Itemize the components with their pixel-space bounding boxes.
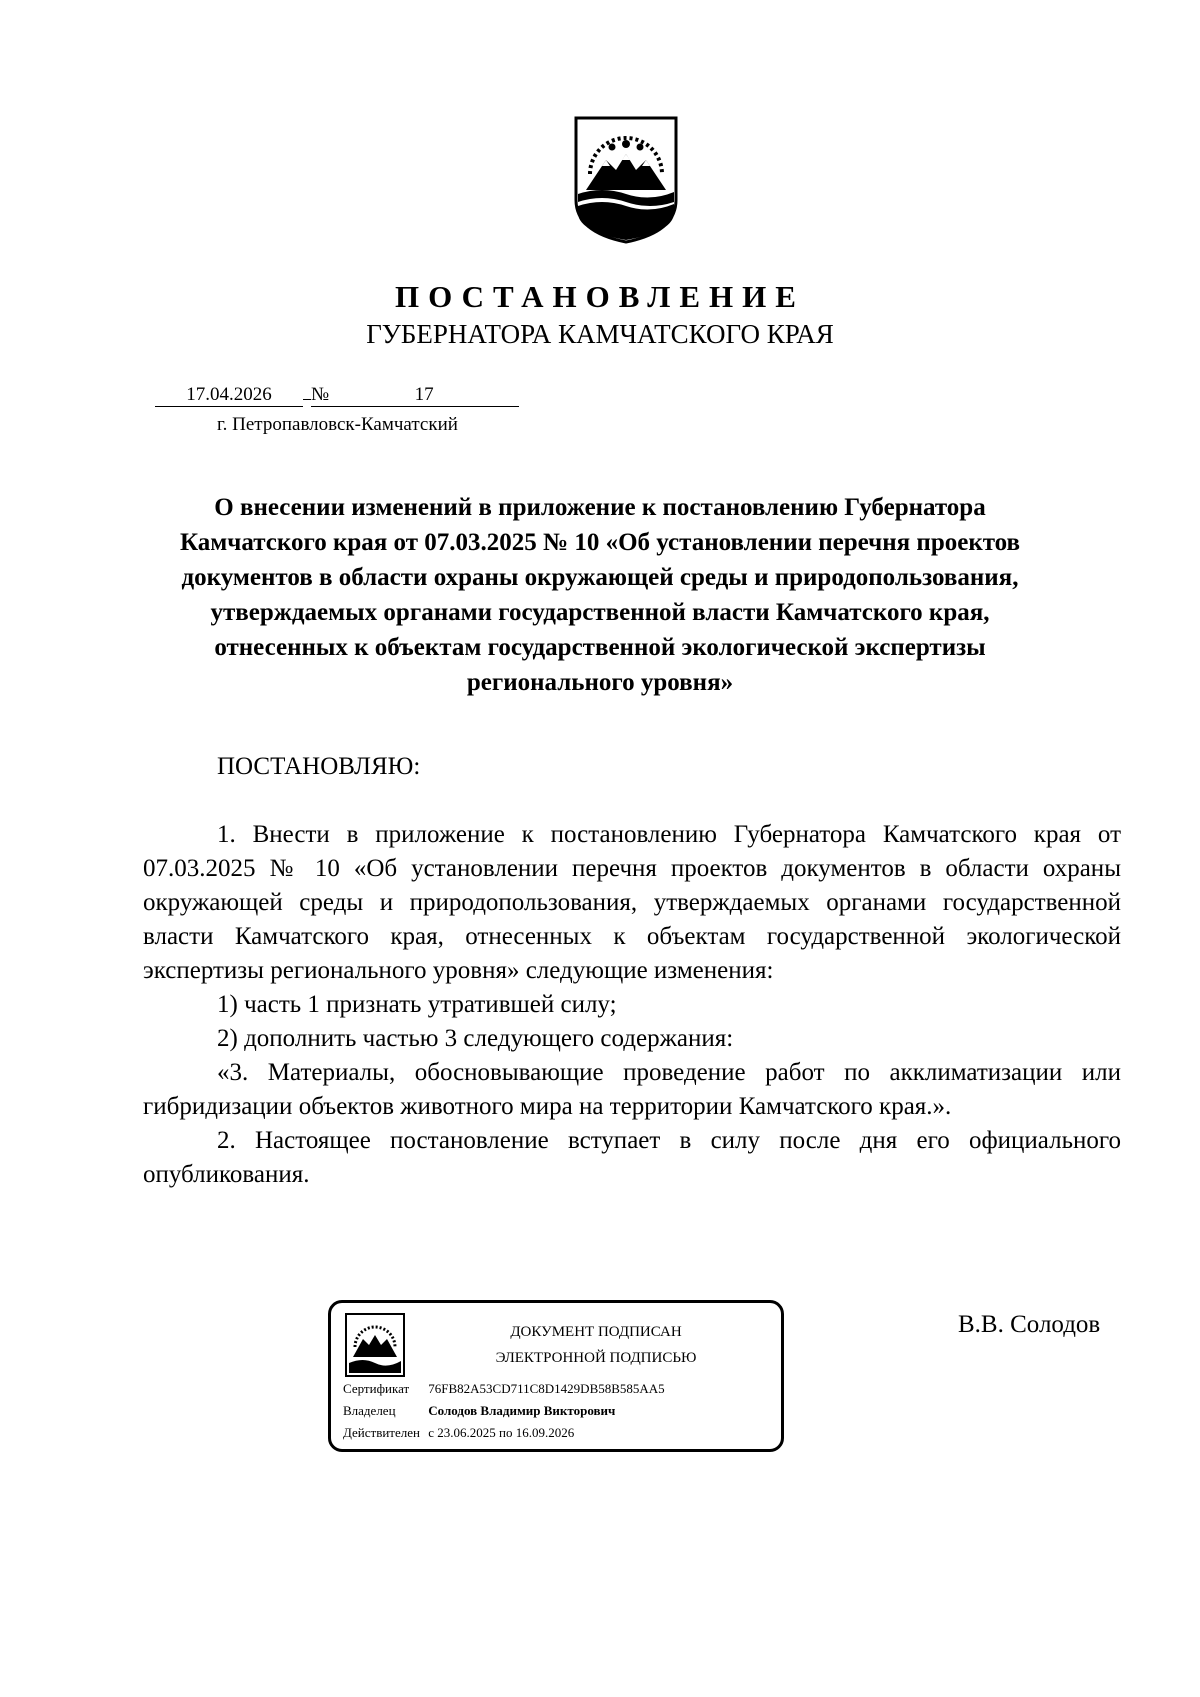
electronic-signature-stamp	[328, 1300, 784, 1452]
title-line: О внесении изменений в приложение к постановлению Губернатора	[214, 494, 986, 521]
owner-value: Солодов Владимир Викторович	[428, 1403, 616, 1418]
document-title	[130, 490, 1070, 700]
body-paragraph: 2. Настоящее постановление вступает в силу после дня его официального опубликования.	[143, 1127, 1121, 1188]
body-paragraph: 1. Внести в приложение к постановлению Губернатора Камчатского края от 07.03.2025 № 10 «Об установлении перечня проектов документов в области охраны окружающей среды и природопользования, утверждаемых органами государственной власти Камчатского края, отнесенных к объектам государственной экологической экспертизы регионального уровня» следующие изменения:	[143, 821, 1121, 984]
certificate-label: Сертификат	[343, 1381, 410, 1396]
stamp-line2: ЭЛЕКТРОННОЙ ПОДПИСЬЮ	[495, 1350, 697, 1366]
document-number: 17	[329, 384, 519, 407]
title-line: документов в области охраны окружающей среды и природопользования,	[181, 564, 1019, 591]
body-paragraph: «3. Материалы, обосновывающие проведение работ по акклиматизации или гибридизации объектов животного мира на территории Камчатского края.».	[143, 1059, 1121, 1120]
owner-label: Владелец	[343, 1403, 396, 1418]
title-line: Камчатского края от 07.03.2025 № 10 «Об установлении перечня проектов	[179, 529, 1021, 556]
owner-row	[343, 1403, 615, 1419]
document-date: 17.04.2026	[155, 384, 303, 407]
title-line: регионального уровня»	[466, 669, 734, 696]
body-paragraph: 2) дополнить частью 3 следующего содержания:	[217, 1025, 734, 1052]
document-body	[143, 818, 1121, 1192]
kamchatka-coat-of-arms-icon	[572, 114, 680, 246]
certificate-row	[343, 1381, 665, 1397]
city-line: г. Петропавловск-Камчатский	[217, 414, 458, 435]
preamble: ПОСТАНОВЛЯЮ:	[217, 753, 421, 780]
body-paragraph: 1) часть 1 признать утратившей силу;	[217, 991, 617, 1018]
number-label: №	[311, 384, 330, 405]
kamchatka-coat-of-arms-small-icon	[345, 1313, 405, 1377]
document-type-heading: ПОСТАНОВЛЕНИЕ	[395, 279, 805, 314]
registration-line	[155, 384, 519, 407]
stamp-line1: ДОКУМЕНТ ПОДПИСАН	[510, 1324, 682, 1340]
signatory-name: В.В. Солодов	[958, 1311, 1101, 1338]
certificate-value: 76FB82A53CD711C8D1429DB58B585AA5	[428, 1381, 665, 1396]
validity-label: Действителен	[343, 1425, 420, 1440]
signature-stamp-header	[431, 1319, 761, 1371]
validity-row	[343, 1425, 574, 1441]
title-line: отнесенных к объектам государственной экологической экспертизы	[214, 634, 986, 661]
issuer-heading: ГУБЕРНАТОРА КАМЧАТСКОГО КРАЯ	[366, 319, 834, 349]
validity-value: с 23.06.2025 по 16.09.2026	[428, 1425, 575, 1440]
title-line: утверждаемых органами государственной власти Камчатского края,	[210, 599, 990, 626]
